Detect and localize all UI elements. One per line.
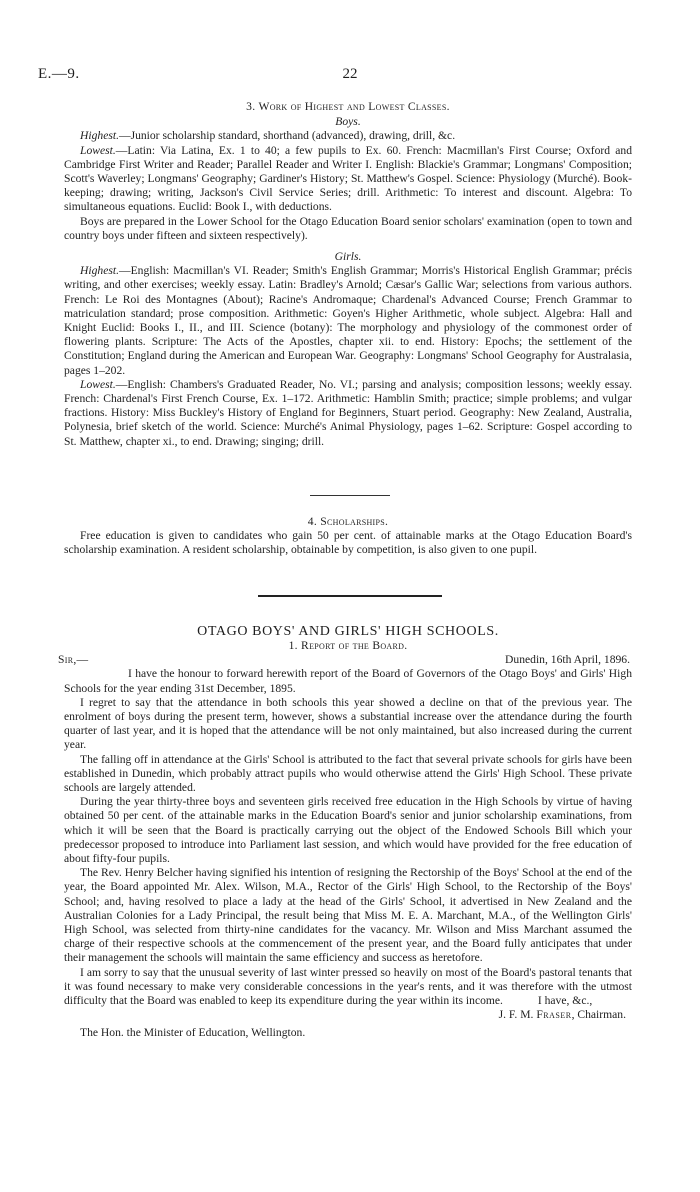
place-date: Dunedin, 16th April, 1896. — [505, 653, 630, 667]
boys-lowest-label: Lowest. — [80, 143, 116, 157]
section-scholarships — [64, 515, 632, 558]
girls-heading: Girls. — [334, 250, 362, 264]
boys-lowest-text: —Latin: Via Latina, Ex. 1 to 40; a few pupils to Ex. 60. French: Macmillan's First Course; Oxford and Cambridge First Writer and Reader; Parallel Reader and Writer I. English: Blackie's Grammar; Longmans' Composition; Scott's Waverley; Longmans' Geography; Gardiner's History; St. Matthew's Gospel. Science: Physiology (Murché). Book-keeping; drawing; writing, Jackson's Civil Service Series; drill. Arithmetic: To interest and discount. Algebra: To simultaneous equations. Euclid: Book I., with deductions. — [64, 143, 632, 214]
girls-lowest-paragraph — [64, 378, 632, 449]
section-divider — [310, 495, 390, 496]
boys-highest-text: —Junior scholarship standard, shorthand (advanced), drawing, drill, &c. — [118, 129, 456, 143]
scholarships-paragraph: Free education is given to candidates who gain 50 per cent. of attainable marks at the Otago Education Board's scholarship examination. A resident scholarship, obtainable by competition, is also given to one pupil. — [64, 529, 632, 557]
report-paragraph: I regret to say that the attendance in both schools this year showed a decline on that of the previous year. The enrolment of boys during the present term, however, shows a substantial increase over the attendance during the fourth quarter of last year, and it is hoped that the attendance will be not only maintained, but also increased during the current year. — [64, 695, 632, 752]
page-number: 22 — [342, 66, 358, 82]
boys-highest-paragraph — [64, 129, 632, 143]
report-paragraph: During the year thirty-three boys and seventeen girls received free education in the High Schools by virtue of having obtained 50 per cent. of the attainable marks in the Education Board's senior and junior scholarship examinations, from which it will be seen that the Board is practically carrying out the object of the Endowed Schools Bill which your predecessor proposed to introduce into Parliament last session, and which would have provided for the free education of about fifty-four pupils. — [64, 795, 632, 866]
report-subtitle: 1. Report of the Board. — [288, 639, 408, 653]
report-divider — [258, 595, 442, 597]
report-paragraph: The falling off in attendance at the Girls' School is attributed to the fact that several private schools for girls have been established in Dunedin, which probably attract pupils who would otherwise attend the Girls' High School. These private schools are largely attended. — [64, 752, 632, 795]
signature — [64, 1008, 632, 1022]
boys-heading: Boys. — [335, 115, 361, 129]
boys-note-paragraph: Boys are prepared in the Lower School for the Otago Education Board senior scholars' examination (open to town and country boys under fifteen and sixteen respectively). — [64, 214, 632, 242]
boys-highest-label: Highest. — [80, 129, 119, 143]
girls-lowest-label: Lowest. — [80, 377, 116, 391]
girls-lowest-text: —English: Chambers's Graduated Reader, No. VI.; parsing and analysis; composition lessons; weekly essay. French: Chardenal's First French Course, Ex. 1–172. Arithmetic: Hamblin Smith; practice; simple problems; and vulgar fractions. History: Miss Buckley's History of England for Beginners, Stuart period. Geography: New Zealand, Australia, Polynesia, brief sketch of the world. Science: Murché's Animal Physiology, pages 1–62. Scripture: Gospel according to St. Matthew, chapter xi., to end. Drawing; singing; drill. — [64, 377, 632, 448]
closing: I have, &c., — [537, 994, 593, 1008]
salutation-line — [58, 653, 632, 667]
addressee: The Hon. the Minister of Education, Wellington. — [80, 1026, 306, 1040]
report-reference: E.—9. — [38, 66, 80, 82]
signature-initials: J. F. M. — [498, 1008, 534, 1022]
salutation: Sir,— — [58, 653, 89, 667]
girls-highest-label: Highest. — [80, 264, 119, 278]
boys-lowest-paragraph — [64, 144, 632, 215]
girls-highest-text: —English: Macmillan's VI. Reader; Smith's English Grammar; Morris's Historical English Grammar; précis writing, and other exercises; weekly essay. Latin: Bradley's Arnold; Cæsar's Gallic War; selections from various authors. French: Le Roi des Montagnes (About); Racine's Andromaque; Chardenal's Advanced Course; French Grammar to matriculation standard; prose composition. Arithmetic: Goyen's Higher Arithmetic, whole subject. Algebra: Hall and Knight Euclid: Books I., II., and III. Science (botany): The morphology and physiology of the commonest order of flowering plants. Scripture: The Acts of the Apostles, chapter xii. to end. History: Epochs; the settlement of the Constitution; England during the American and European War. Geography: Longmans' School Geography for Australasia, pages 1–202. — [64, 264, 632, 377]
report-paragraph: I have the honour to forward herewith report of the Board of Governors of the Otago Boys' and Girls' High Schools for the year ending 31st December, 1895. — [64, 667, 632, 695]
section-work-of-classes — [64, 100, 632, 449]
scholarships-heading: 4. Scholarships. — [307, 515, 389, 528]
signature-title: , Chairman. — [571, 1008, 626, 1022]
signature-name: Fraser — [536, 1008, 572, 1022]
report-paragraph: The Rev. Henry Belcher having signified his intention of resigning the Rectorship of the Boys' School at the end of the year, the Board appointed Mr. Alex. Wilson, M.A., Rector of the Girls' High School, to the Rectorship of the Boys' School; and, having resolved to place a lady at the head of the Girls' School, it advertised in New Zealand and the Australian Colonies for a Lady Principal, the result being that Miss M. E. A. Marchant, M.A., of the Wellington Girls' High School, was selected from thirty-nine candidates for the vacancy. Mr. Wilson and Miss Marchant assumed the charge of their respective schools at the commencement of the present year, and the Board fully anticipates that under their management the schools will maintain the same efficiency and success as heretofore. — [64, 866, 632, 965]
section-heading: 3. Work of Highest and Lowest Classes. — [246, 100, 450, 113]
report-title: OTAGO BOYS' AND GIRLS' HIGH SCHOOLS. — [197, 624, 499, 639]
board-report — [58, 624, 632, 1041]
report-paragraph-text: I am sorry to say that the unusual severity of last winter pressed so heavily on most of the Board's pastoral tenants that it was found necessary to make very considerable concessions in the year's rents, and it was therefore with the utmost difficulty that the Board was enabled to keep its expenditure during the year within its income. — [64, 965, 632, 1008]
girls-highest-paragraph — [64, 264, 632, 378]
report-paragraph — [64, 966, 632, 1009]
